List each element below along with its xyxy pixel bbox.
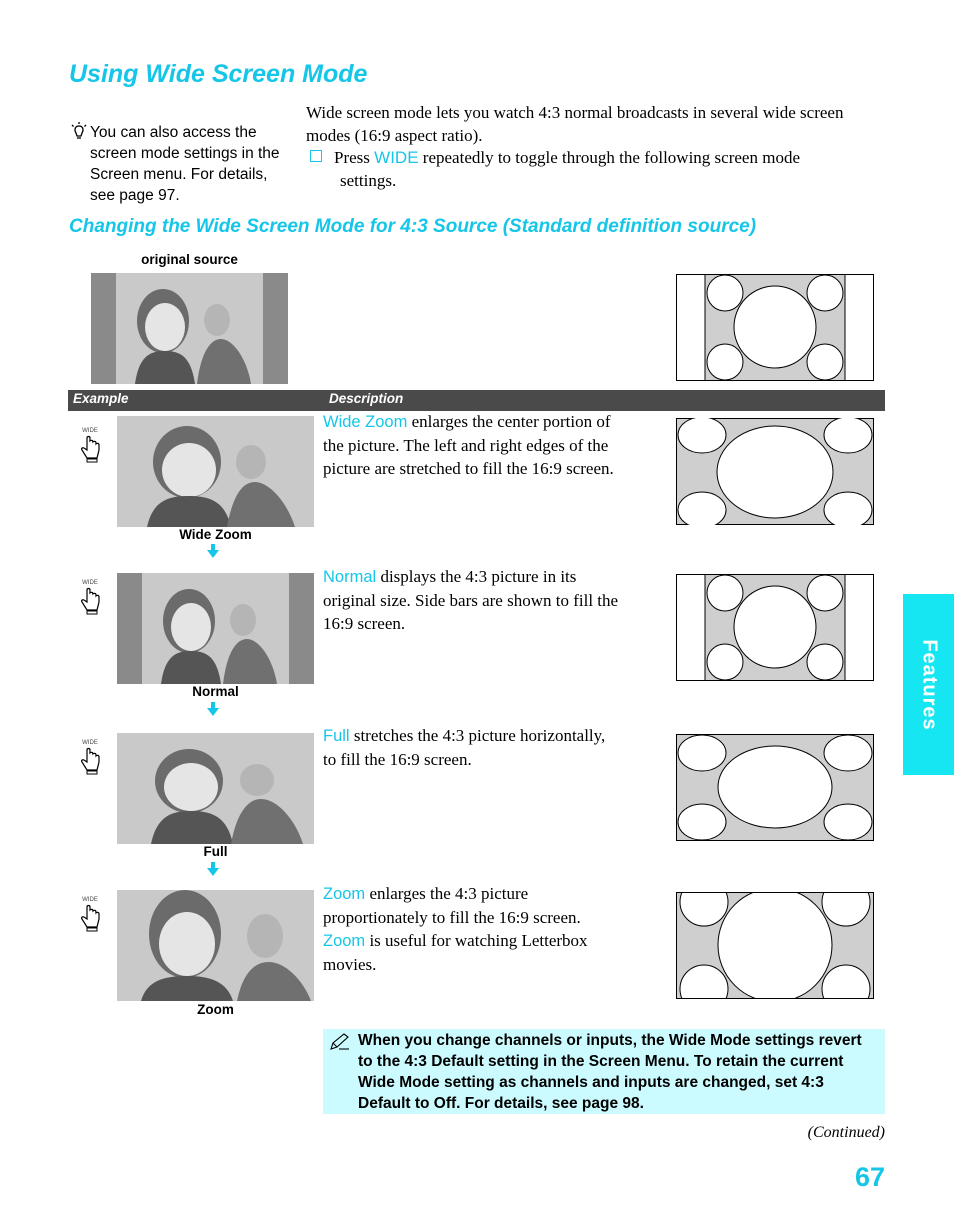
wide-zoom-photo	[117, 416, 314, 527]
step-checkbox-icon	[310, 150, 322, 162]
wide-button-hand-icon: WIDE	[79, 740, 103, 781]
screen-diagram-zoom	[676, 892, 874, 999]
zoom-description: Zoom enlarges the 4:3 picture proportionately to fill the 16:9 screen. Zoom is useful for watching Letterbox movies.	[323, 884, 588, 974]
section-subheading: Changing the Wide Screen Mode for 4:3 Source (Standard definition source)	[69, 216, 757, 237]
features-side-tab	[903, 594, 954, 775]
original-source-photo	[91, 273, 288, 384]
arrow-down-icon	[207, 862, 219, 876]
column-description: Description	[329, 391, 404, 406]
full-label: Full	[203, 844, 228, 859]
continued-label: (Continued)	[807, 1124, 885, 1141]
tip	[70, 122, 280, 206]
normal-label: Normal	[192, 684, 239, 699]
step-instruction	[306, 146, 876, 192]
wide-button-hand-icon: WIDE	[79, 580, 103, 621]
zoom-label: Zoom	[197, 1002, 234, 1017]
screen-diagram-original	[676, 274, 874, 381]
normal-photo	[117, 573, 314, 684]
screen-diagram-full	[676, 734, 874, 841]
note-box	[323, 1029, 885, 1114]
full-photo	[117, 733, 314, 844]
wide-zoom-description: Wide Zoom enlarges the center portion of the picture. The left and right edges of the picture are stretched to fill the 16:9 screen.	[323, 412, 614, 478]
normal-name: Normal	[323, 568, 377, 586]
side-tab-label: Features	[918, 638, 940, 731]
wide-zoom-name: Wide Zoom	[323, 413, 408, 431]
page-title: Using Wide Screen Mode	[69, 60, 368, 88]
table-header	[68, 390, 885, 411]
page-number: 67	[854, 1162, 885, 1192]
zoom-name: Zoom	[323, 885, 366, 903]
pencil-note-icon	[329, 1033, 351, 1051]
note-text: When you change channels or inputs, the Wide Mode settings revert to the 4:3 Default setting in the Screen Menu. To retain the current Wide Mode setting as channels and inputs are changed, set 4:3 Default to Off. For details, see page 98.	[358, 1032, 862, 1112]
arrow-down-icon	[207, 702, 219, 716]
step-prefix: Press	[334, 148, 370, 167]
column-example: Example	[73, 391, 129, 406]
zoom-photo	[117, 890, 314, 1001]
wide-button-hand-icon: WIDE	[79, 897, 103, 938]
intro-paragraph: Wide screen mode lets you watch 4:3 normal broadcasts in several wide screen modes (16:9 aspect ratio).	[306, 103, 844, 145]
step-line2: settings.	[340, 171, 397, 190]
arrow-down-icon	[207, 544, 219, 558]
normal-description: Normal displays the 4:3 picture in its original size. Side bars are shown to fill the 16:9 screen.	[323, 567, 619, 633]
screen-diagram-normal	[676, 574, 874, 681]
zoom-name-2: Zoom	[323, 932, 366, 950]
screen-diagram-wide-zoom	[676, 418, 874, 525]
full-name: Full	[323, 727, 350, 745]
tip-text: You can also access the screen mode settings in the Screen menu. For details, see page 97.	[90, 124, 280, 204]
wide-button-hand-icon: WIDE	[79, 428, 103, 469]
step-line1: repeatedly to toggle through the following screen mode	[422, 148, 800, 167]
original-source-label: original source	[141, 252, 238, 267]
lightbulb-icon	[70, 122, 88, 142]
full-description: Full stretches the 4:3 picture horizontally, to fill the 16:9 screen.	[323, 726, 606, 769]
wide-zoom-label: Wide Zoom	[179, 527, 252, 542]
wide-button-name: WIDE	[374, 148, 419, 167]
